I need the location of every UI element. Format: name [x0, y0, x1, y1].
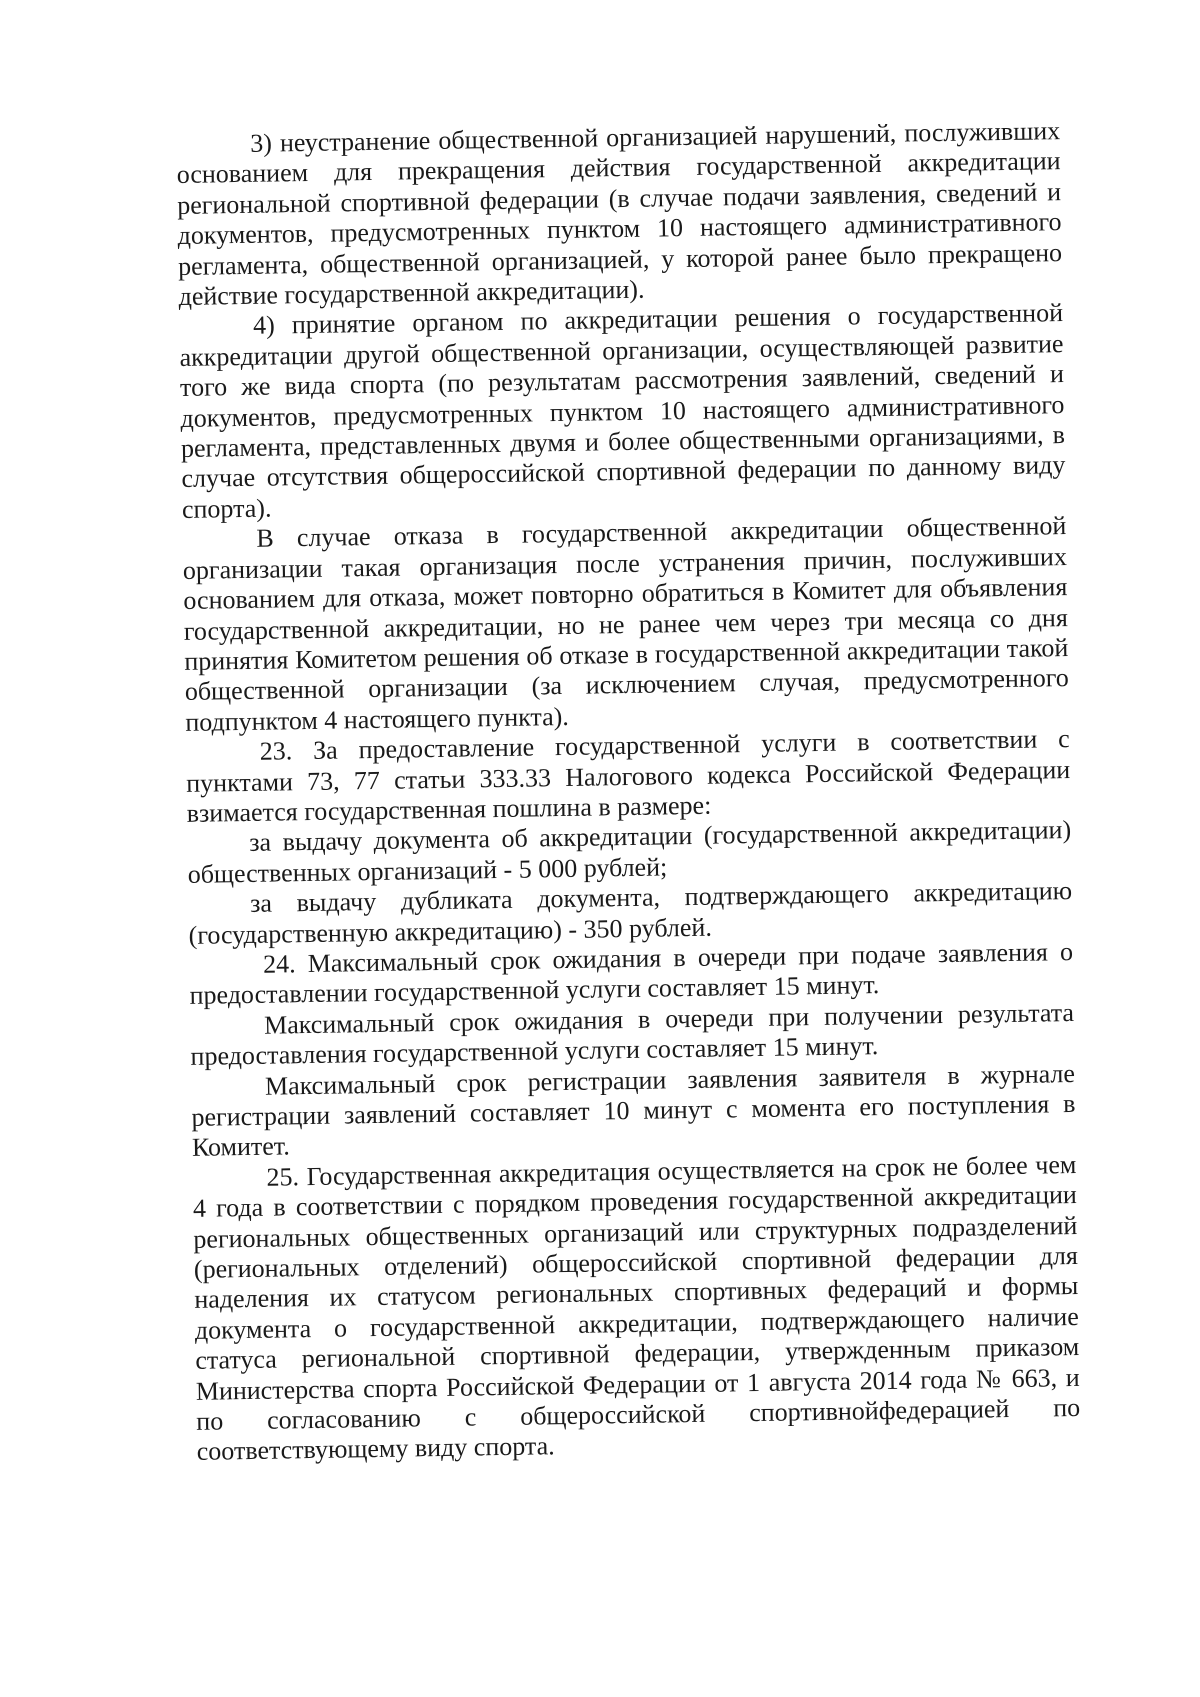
paragraph-23: 23. За предоставление государственной услуги в соответствии с пунктами 73, 77 статьи 333.33 Налогового кодекса Российской Федерации взимается государственная пошлина в размере:: [186, 724, 1071, 828]
paragraph-item-3: 3) неустранение общественной организацией нарушений, послуживших основанием для прекращения действия государственной аккредитации региональной спортивной федерации (в случае подачи заявления, сведений и документов, предусмотренных пунктом 10 настоящего административного регламента, общественной организацией, у которой ранее было прекращено действие государственной аккредитации).: [176, 116, 1063, 312]
paragraph-25: 25. Государственная аккредитация осуществляется на срок не более чем 4 года в соответствии с порядком проведения государственной аккредитации региональных общественных организаций или структурных подразделений (региональных отделений) общероссийской спортивной федерации для наделения их статусом региональных спортивных федераций и формы документа о государственной аккредитации, подтверждающего наличие статуса региональной спортивной федерации, утвержденным приказом Министерства спорта Российской Федерации от 1 августа 2014 года № 663, и по согласованию с общероссийской спортивнойфедерацией по соответствующему виду спорта.: [192, 1149, 1081, 1467]
paragraph-registration: Максимальный срок регистрации заявления заявителя в журнале регистрации заявлений составляет 10 минут с момента его поступления в Комитет.: [191, 1058, 1076, 1163]
paragraph-item-4: 4) принятие органом по аккредитации решения о государственной аккредитации другой общественной организации, осуществляющей развитие того же вида спорта (по результатам рассмотрения заявлений, сведений и документов, предусмотренных пунктом 10 настоящего административного регламента, представленных двумя и более общественными организациями, в случае отсутствия общероссийской спортивной федерации по данному виду спорта).: [179, 298, 1066, 524]
paragraph-fee-document: за выдачу документа об аккредитации (государственной аккредитации) общественных организаций - 5 000 рублей;: [187, 815, 1072, 889]
paragraph-fee-duplicate: за выдачу дубликата документа, подтверждающего аккредитацию (государственную аккредитацию) - 350 рублей.: [188, 876, 1073, 950]
document-body: [176, 116, 1081, 1468]
paragraph-wait-result: Максимальный срок ожидания в очереди при получении результата предоставления государственной услуги составляет 15 минут.: [190, 997, 1075, 1072]
paragraph-refusal: В случае отказа в государственной аккредитации общественной организации такая организация после устранения причин, послуживших основанием для отказа, может повторно обратиться в Комитет для объявления государственной аккредитации, но не ранее чем через три месяца со дня принятия Комитетом решения об отказе в государственной аккредитации такой общественной организации (за исключением случая, предусмотренного подпунктом 4 настоящего пункта).: [182, 511, 1069, 737]
paragraph-24: 24. Максимальный срок ожидания в очереди при подаче заявления о предоставлении государственной услуги составляет 15 минут.: [189, 936, 1074, 1011]
